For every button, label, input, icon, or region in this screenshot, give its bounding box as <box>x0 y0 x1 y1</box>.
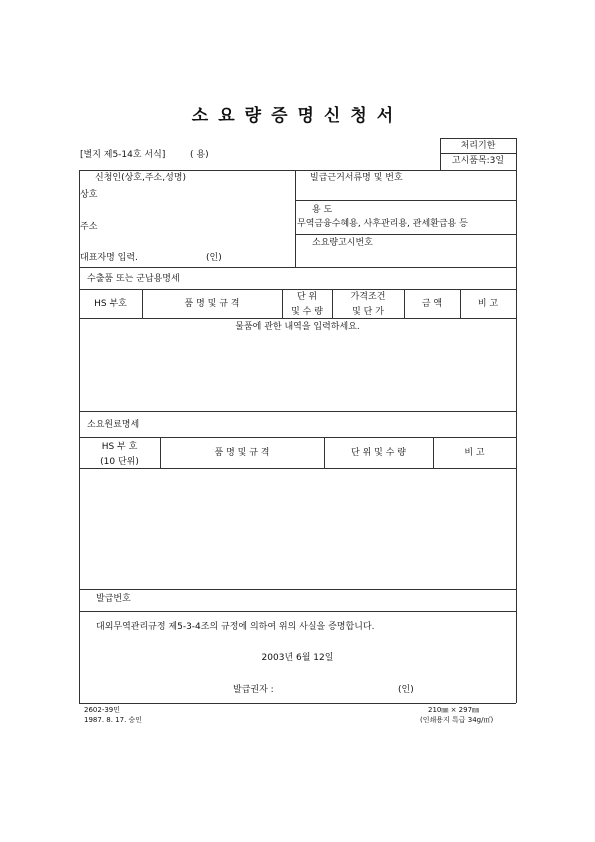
export-col-price-bottom: 및 단 가 <box>352 307 384 317</box>
export-col-hs: HS 부호 <box>94 299 127 309</box>
issuance-doc-header: 빌급근거서류명 및 번호 <box>310 173 403 183</box>
material-header-top <box>79 437 516 438</box>
material-col-hs-bottom: (10 단위) <box>100 457 139 467</box>
material-section-top <box>79 411 516 412</box>
form-title: 소요량증명신청서 <box>191 106 404 126</box>
export-header-top <box>79 289 516 290</box>
material-col-item: 품 명 및 규 격 <box>214 448 270 458</box>
export-col-unit-top: 단 위 <box>296 292 318 302</box>
issuance-line-2 <box>295 234 516 235</box>
material-header-bottom <box>79 468 516 469</box>
material-col-hs-top: HS 부 호 <box>101 442 138 452</box>
export-col-amount: 금 액 <box>421 299 443 309</box>
applicant-header: 신청인(상호,주소,성명) <box>95 173 186 183</box>
material-section-title: 소요원료명세 <box>87 420 140 430</box>
frame-bottom <box>79 703 516 704</box>
notice-number-label: 소요량고시번호 <box>312 238 373 248</box>
issuer-label: 발급권자 : <box>233 685 274 695</box>
material-col-remark: 비 고 <box>464 448 485 458</box>
address-label: 주소 <box>80 222 98 232</box>
certification-statement: 대외무역관리규정 제5-3-4조의 규정에 의하여 위의 사실을 증명합니다. <box>96 622 375 632</box>
issuance-line-1 <box>295 200 516 201</box>
export-items-placeholder[interactable]: 물품에 관한 내역을 입력하세요. <box>235 322 360 332</box>
processing-value: 고시품목:3일 <box>451 156 505 166</box>
processing-box-mid <box>440 153 516 154</box>
form-code: 2602-39민 <box>84 706 121 714</box>
form-number: [별지 제5-14호 서식] <box>80 150 166 160</box>
issuer-seal: (인) <box>398 685 414 695</box>
processing-label: 처리기한 <box>460 141 496 151</box>
export-col-unit-bottom: 및 수 량 <box>291 307 323 317</box>
approval-date: 1987. 8. 17. 승인 <box>84 716 143 724</box>
issue-number-top <box>79 589 516 590</box>
usage-value: 무역금융수혜용, 사후관리용, 관세환급용 등 <box>297 219 468 229</box>
company-label: 상호 <box>80 190 98 200</box>
export-col-remark: 비 고 <box>477 299 499 309</box>
applicant-divider <box>295 170 296 267</box>
form-usage-paren: ( 용) <box>190 150 209 160</box>
export-section-title: 수출품 또는 군납용명세 <box>87 274 180 284</box>
export-col-price-top: 가격조건 <box>350 292 386 302</box>
frame-right <box>516 138 517 703</box>
usage-label: 용 도 <box>312 205 333 215</box>
paper-size: 210㎜ × 297㎜ <box>428 706 480 714</box>
export-header-bottom <box>79 318 516 319</box>
issue-number-bottom <box>79 611 516 612</box>
processing-box-top <box>440 138 516 139</box>
certification-date: 2003년 6월 12일 <box>261 653 334 663</box>
export-section-top <box>79 267 516 268</box>
representative-label: 대표자명 입력. <box>80 253 138 263</box>
paper-type: (인쇄용지 특급 34g/㎡) <box>420 716 494 724</box>
issue-number-label: 발급번호 <box>96 594 131 604</box>
export-col-item: 품 명 및 규 격 <box>184 299 240 309</box>
material-col-unit: 단 위 및 수 량 <box>351 448 406 458</box>
frame-top <box>79 170 516 171</box>
applicant-seal: (인) <box>206 253 222 263</box>
